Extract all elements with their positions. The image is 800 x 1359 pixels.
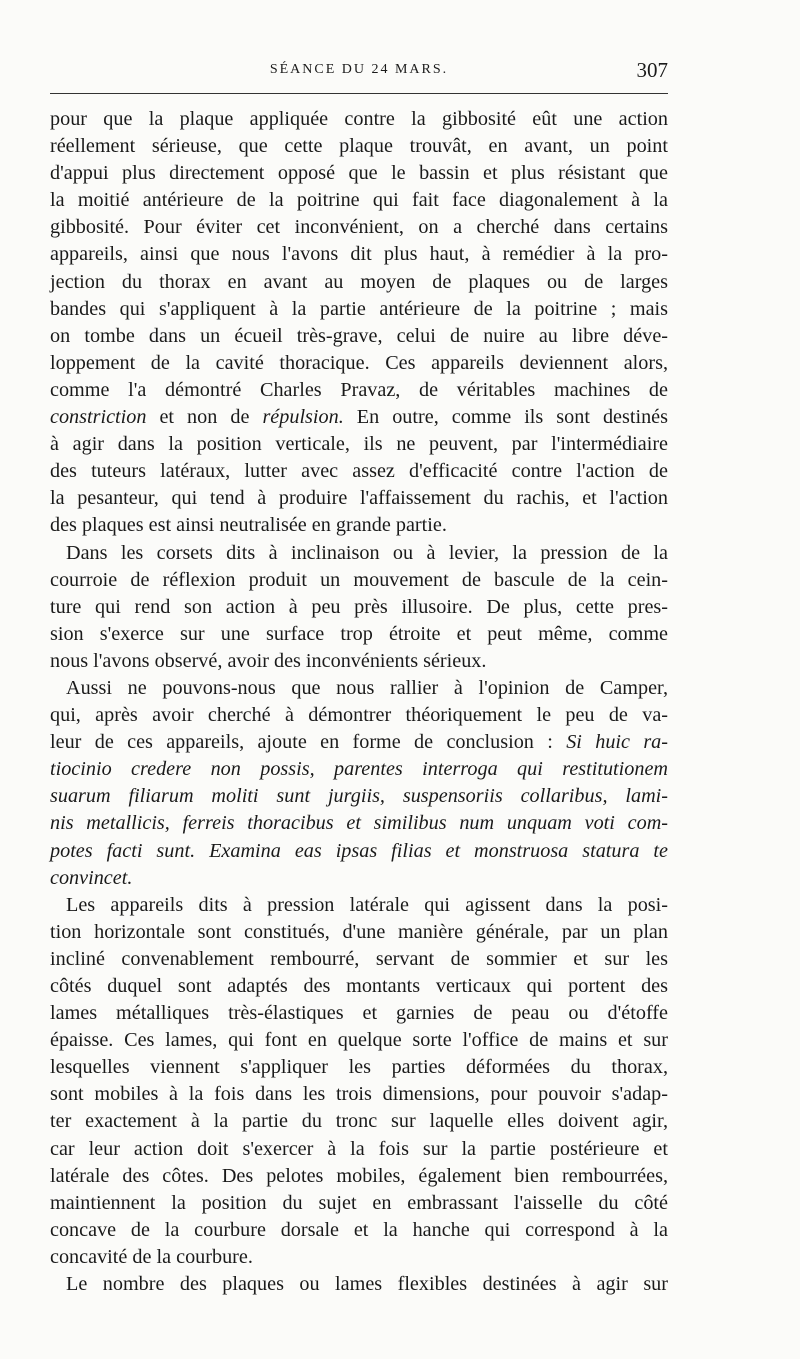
text-line: Les appareils dits à pression latérale qui agissent dans la posi- — [66, 893, 668, 916]
paragraph — [50, 540, 668, 675]
italic-term: répulsion. — [262, 406, 344, 429]
italic-term: Si huic ra- — [566, 731, 668, 754]
text-line: bandes qui s'appliquent à la partie antérieure de la poitrine ; mais — [50, 297, 668, 320]
text-line: Aussi ne pouvons-nous que nous rallier à l'opinion de Camper, — [66, 676, 668, 699]
paragraph — [50, 106, 668, 540]
text-line: des tuteurs latéraux, lutter avec assez d'efficacité contre l'action de — [50, 460, 668, 483]
text-line: qui, après avoir cherché à démontrer théoriquement le peu de va- — [50, 704, 668, 727]
latin-quote: potes facti sunt. Examina eas ipsas filias et monstruosa statura te — [50, 839, 668, 862]
text-line: car leur action doit s'exercer à la fois sur la partie postérieure et — [50, 1137, 668, 1160]
latin-quote: nis metallicis, ferreis thoracibus et similibus num unquam voti com- — [50, 812, 668, 835]
text-line: Dans les corsets dits à inclinaison ou à levier, la pression de la — [66, 541, 668, 564]
text-line: gibbosité. Pour éviter cet inconvénient, on a cherché dans certains — [50, 216, 668, 239]
running-head: SÉANCE DU 24 MARS. — [269, 62, 449, 77]
header-rule — [50, 93, 668, 94]
body-text — [50, 106, 668, 1298]
text-line: Le nombre des plaques ou lames flexibles destinées à agir sur — [66, 1273, 668, 1296]
latin-quote-line — [50, 783, 668, 810]
latin-quote-line — [50, 838, 668, 865]
page-header — [50, 58, 668, 88]
text-line: côtés duquel sont adaptés des montants verticaux qui portent des — [50, 975, 668, 997]
text-line-with-italics: constriction et non de répulsion. En outre, comme ils sont destinés — [50, 406, 668, 429]
text-line: pour que la plaque appliquée contre la gibbosité eût une action — [50, 108, 668, 130]
text-line: la moitié antérieure de la poitrine qui fait face diagonalement à la — [50, 189, 668, 212]
text-line: sont mobiles à la fois dans les trois dimensions, pour pouvoir s'adap- — [50, 1083, 668, 1106]
latin-quote-line — [50, 756, 668, 783]
text-line: maintiennent la position du sujet en embrassant l'aisselle du côté — [50, 1191, 668, 1214]
text-line-with-italics: leur de ces appareils, ajoute en forme de conclusion : Si huic ra- — [50, 731, 668, 754]
text-line: réellement sérieuse, que cette plaque trouvât, en avant, un point — [50, 135, 668, 158]
latin-quote: convincet. — [50, 866, 133, 889]
paragraph — [50, 675, 668, 892]
latin-quote-line — [50, 810, 668, 837]
paragraph — [50, 1271, 668, 1298]
text-line: lesquelles viennent s'appliquer les parties déformées du thorax, — [50, 1056, 668, 1079]
text-line: ter exactement à la partie du tronc sur laquelle elles doivent agir, — [50, 1110, 668, 1133]
text-line: épaisse. Ces lames, qui font en quelque sorte l'office de mains et sur — [50, 1029, 668, 1052]
text-line: ture qui rend son action à peu près illusoire. De plus, cette pres- — [50, 595, 668, 618]
text-line: concavité de la courbure. — [50, 1245, 253, 1268]
text-line: lames métalliques très-élastiques et garnies de peau ou d'étoffe — [50, 1002, 668, 1025]
text-line: à agir dans la position verticale, ils ne peuvent, par l'intermédiaire — [50, 433, 668, 456]
text-line: loppement de la cavité thoracique. Ces appareils deviennent alors, — [50, 351, 668, 374]
latin-quote-line — [50, 865, 668, 892]
latin-quote: tiocinio credere non possis, parentes interroga qui restitutionem — [50, 758, 668, 781]
text-line: d'appui plus directement opposé que le bassin et plus résistant que — [50, 162, 668, 185]
text-line: comme l'a démontré Charles Pravaz, de véritables machines de — [50, 378, 668, 401]
text-line: sion s'exerce sur une surface trop étroite et peut même, comme — [50, 622, 668, 645]
text-line: nous l'avons observé, avoir des inconvénients sérieux. — [50, 649, 487, 672]
paragraph — [50, 892, 668, 1271]
text-line: la pesanteur, qui tend à produire l'affaissement du rachis, et l'action — [50, 487, 668, 510]
italic-term: constriction — [50, 406, 147, 429]
text-line: tion horizontale sont constitués, d'une manière générale, par un plan — [50, 920, 668, 943]
text-line: jection du thorax en avant au moyen de plaques ou de larges — [50, 270, 668, 293]
text-line: des plaques est ainsi neutralisée en grande partie. — [50, 514, 447, 537]
text-line: appareils, ainsi que nous l'avons dit plus haut, à remédier à la pro- — [50, 243, 668, 266]
text-line: on tombe dans un écueil très-grave, celui de nuire au libre déve- — [50, 324, 668, 347]
page-number: 307 — [636, 58, 668, 82]
text-line: latérale des côtes. Des pelotes mobiles, également bien rembourrées, — [50, 1164, 668, 1187]
latin-quote: suarum filiarum moliti sunt jurgiis, suspensoriis collaribus, lami- — [50, 785, 668, 808]
text-line: courroie de réflexion produit un mouvement de bascule de la cein- — [50, 568, 668, 591]
text-line: incliné convenablement rembourré, servant de sommier et sur les — [50, 947, 668, 970]
text-line: concave de la courbure dorsale et la hanche qui correspond à la — [50, 1218, 668, 1241]
